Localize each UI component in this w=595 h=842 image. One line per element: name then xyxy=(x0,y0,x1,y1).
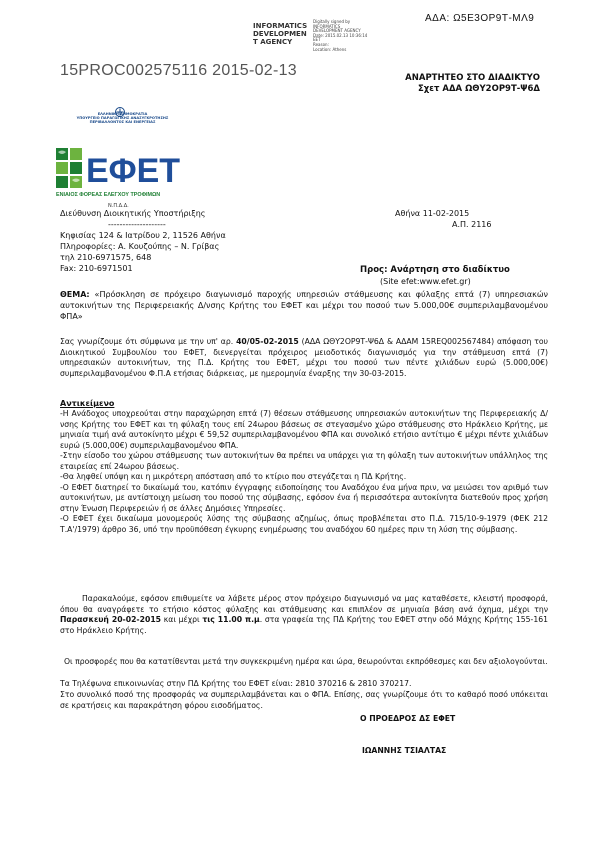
invite-mid: και μέχρι xyxy=(161,615,203,624)
list-item: -Η Ανάδοχος υποχρεούται στην παραχώρηση επτά (7) θέσεων στάθμευσης υπηρεσιακών αυτοκινήτων της Περιφερειακής Δ/νσης Κρήτης του ΕΦΕΤ και τη φύλαξη τους επί 24ωρου βάσεως σε στεγασμένο χώρο στάθμευσης στο Ηράκλειο Κρήτης, με μηνιαία τιμή ανά αυτοκίνητο μέχρι € 59,52 συμπεριλαμβανομένου ΦΠΑ και συνολικό ετήσιο αντίτιμο € μέχρι πέντε χιλιάδων ευρώ (5.000,00€) συμπεριλαμβανομένου ΦΠΑ. xyxy=(60,409,548,450)
government-header xyxy=(60,112,185,125)
fax: Fax: 210-6971501 xyxy=(60,264,133,273)
npid-label: Ν.Π.Δ.Δ. xyxy=(108,203,129,209)
logo-subtitle: ΕΝΙΑΙΟΣ ΦΟΡΕΑΣ ΕΛΕΓΧΟΥ ΤΡΟΦΙΜΩΝ xyxy=(56,192,161,198)
posting-notice xyxy=(378,73,540,95)
signer-title: Ο ΠΡΟΕΔΡΟΣ ΔΣ ΕΦΕΤ xyxy=(360,714,456,723)
proc-number: 15PROC002575116 2015-02-13 xyxy=(60,62,298,79)
signer-org-title: INFORMATICS DEVELOPMEN T AGENCY xyxy=(253,22,308,46)
phone: τηλ 210-6971575, 648 xyxy=(60,253,152,262)
list-item: -Ο ΕΦΕΤ διατηρεί το δικαίωμά του, κατόπιν έγγραφης ειδοποίησης του Αναδόχου ένα μήνα πριν, να μειώσει τον αριθμό των αυτοκινήτων, με αντίστοιχη μείωση του ποσού της σύμβασης, εφόσον ένα ή περισσότερα αυτοκίνητα διατεθούν προς χρήση στην Ένωση Περιφερειών ή σε άλλες Δημόσιες Υπηρεσίες. xyxy=(60,482,548,513)
sig-line: Date: 2015.02.13 10:36:14 xyxy=(313,32,368,38)
signer-name: ΙΩΑΝΝΗΣ ΤΣΙΑΛΤΑΣ xyxy=(362,746,447,755)
items-list xyxy=(60,409,548,535)
subject-label: ΘΕΜΑ: xyxy=(60,290,90,299)
posting-line-2: Σχετ ΑΔΑ ΩΘΥ2ΟΡ9Τ-Ψ6Δ xyxy=(417,84,540,94)
info-contact: Πληροφορίες: Α. Κουζούπης – Ν. Γρίβας xyxy=(60,242,220,251)
subject xyxy=(60,289,548,322)
invite-after: . στα γραφεία της ΠΔ Κρήτης του ΕΦΕΤ στην οδό Μάχης Κρήτης 155-161 στο Ηράκλειο Κρήτης. xyxy=(60,615,549,635)
phones-line: Τα Τηλέφωνα επικοινωνίας στην ΠΔ Κρήτης του ΕΦΕΤ είναι: 2810 370216 & 2810 370217. xyxy=(60,679,412,688)
recipient-label: Προς: Ανάρτηση στο διαδίκτυο xyxy=(360,265,510,275)
sender-block xyxy=(60,208,290,274)
subject-text: «Πρόσκληση σε πρόχειρο διαγωνισμό παροχής υπηρεσιών στάθμευσης και φύλαξης επτά (7) υπηρεσιακών αυτοκινήτων της Περιφερειακής Δ/νσης Κρήτης του ΕΦΕΤ και μέχρι του ποσού των 5.000,00€ συμπεριλαμβανομένου ΦΠΑ» xyxy=(60,290,549,321)
late-offers-note: Οι προσφορές που θα κατατίθενται μετά την συγκεκριμένη ημέρα και ώρα, θεωρούνται εκπρόθεσμες και δεν αξιολογούνται. xyxy=(64,657,548,666)
gov-line: ΠΕΡΙΒΑΛΛΟΝΤΟΣ ΚΑΙ ΕΝΕΡΓΕΙΑΣ xyxy=(89,120,156,125)
ada-code: ΑΔΑ: Ω5Ε3ΟΡ9Τ-ΜΛ9 xyxy=(425,13,535,24)
protocol-number: Α.Π. 2116 xyxy=(452,220,492,229)
intro-before: Σας γνωρίζουμε ότι σύμφωνα με την υπ' αρ. xyxy=(60,337,237,346)
intro-after: (ΑΔΑ ΩΘΥ2ΟΡ9Τ-Ψ6Δ & ΑΔΑΜ 15REQ002567484) απόφαση του Διοικητικού Συμβουλίου του ΕΦΕΤ, διενεργείται πρόχειρος μειοδοτικός διαγωνισμός για την στάθμευση επτά (7) υπηρεσιακών αυτοκινήτων, της Π.Δ. Κρήτης του ΕΦΕΤ, μέχρι του ποσού των πέντε χιλιάδων ευρώ (5.000,00€) συμπεριλαμβανομένου Φ.Π.Α ετήσιας διάρκειας, με ημερομηνία έναρξης την 30-03-2015. xyxy=(60,337,548,378)
sig-line: Digitally signed by INFORMATICS xyxy=(313,19,351,29)
divider-line: -------------------- xyxy=(108,220,166,229)
efet-logo-graphic xyxy=(54,140,184,202)
list-item: -Ο ΕΦΕΤ έχει δικαίωμα μονομερούς λύσης της σύμβασης αζημίως, όπως προβλέπεται στο Π.Δ. 715/10-9-1979 (ΦΕΚ 212 Τ.Α'/1979) άρθρο 36, υπό την προϋπόθεση έγκυρης ενημέρωσης του αναδόχου 60 ημέρες πριν τη λύση της σύμβασης. xyxy=(60,514,548,534)
list-item: -Θα ληφθεί υπόψη και η μικρότερη απόσταση από το κτίριο που στεγάζεται η ΠΔ Κρήτης. xyxy=(60,472,407,481)
address: Κηφισίας 124 & Ιατρίδου 2, 11526 Αθήνα xyxy=(60,231,226,240)
section-title: Αντικείμενο xyxy=(60,399,115,408)
decision-number: 40/05-02-2015 xyxy=(236,337,299,346)
invite-paragraph xyxy=(60,594,548,636)
sig-line: EET xyxy=(313,37,321,43)
gov-line: ΥΠΟΥΡΓΕΙΟ ΠΑΡΑΓΩΓΙΚΗΣ ΑΝΑΣΥΓΚΡΟΤΗΣΗΣ xyxy=(76,116,169,121)
department: Διεύθυνση Διοικητικής Υποστήριξης xyxy=(60,209,206,218)
sig-line: DEVELOPMENT AGENCY xyxy=(313,28,361,34)
date-line: Αθήνα 11-02-2015 xyxy=(395,209,470,218)
invite-before: Παρακαλούμε, εφόσον επιθυμείτε να λάβετε μέρος στον πρόχειρο διαγωνισμό να μας καταθέσετε, κλειστή προσφορά, όπου θα αναγράφετε το ετήσιο κόστος φύλαξης και στάθμευσης και επιπλέον σε μηνιαία βάση ανά όχημα, μέχρι την xyxy=(60,594,548,614)
recipient-site: (Site efet:www.efet.gr) xyxy=(380,277,471,286)
gov-line: ΕΛΛΗΝΙΚΗ ΔΗΜΟΚΡΑΤΙΑ xyxy=(97,112,148,116)
posting-line-1: ΑΝΑΡΤΗΤΕΟ ΣΤΟ ΔΙΑΔΙΚΤΥΟ xyxy=(405,73,540,83)
efet-logo xyxy=(54,140,184,202)
list-item: -Στην είσοδο του χώρου στάθμευσης των αυτοκινήτων θα πρέπει να υπάρχει για τη φύλαξη των αυτοκινήτων υπάλληλος της εταιρείας επί 24ωρου βάσεως. xyxy=(60,451,548,471)
deadline-time: τις 11.00 π.μ xyxy=(202,615,260,624)
deadline-date: Παρασκευή 20-02-2015 xyxy=(60,615,162,624)
sig-line: Reason: xyxy=(313,41,329,47)
sig-line: Location: Athens xyxy=(313,46,347,52)
logo-text: ΕΦΕΤ xyxy=(86,152,181,190)
digital-signature-details xyxy=(313,20,373,52)
intro-paragraph xyxy=(60,337,548,379)
greek-emblem-icon xyxy=(115,102,125,112)
vat-note: Στο συνολικό ποσό της προσφοράς να συμπεριλαμβάνεται και ο ΦΠΑ. Επίσης, σας γνωρίζουμε ότι το καθαρό ποσό υπόκειται σε κρατήσεις και παρακράτηση φόρου εισοδήματος. xyxy=(60,690,548,710)
